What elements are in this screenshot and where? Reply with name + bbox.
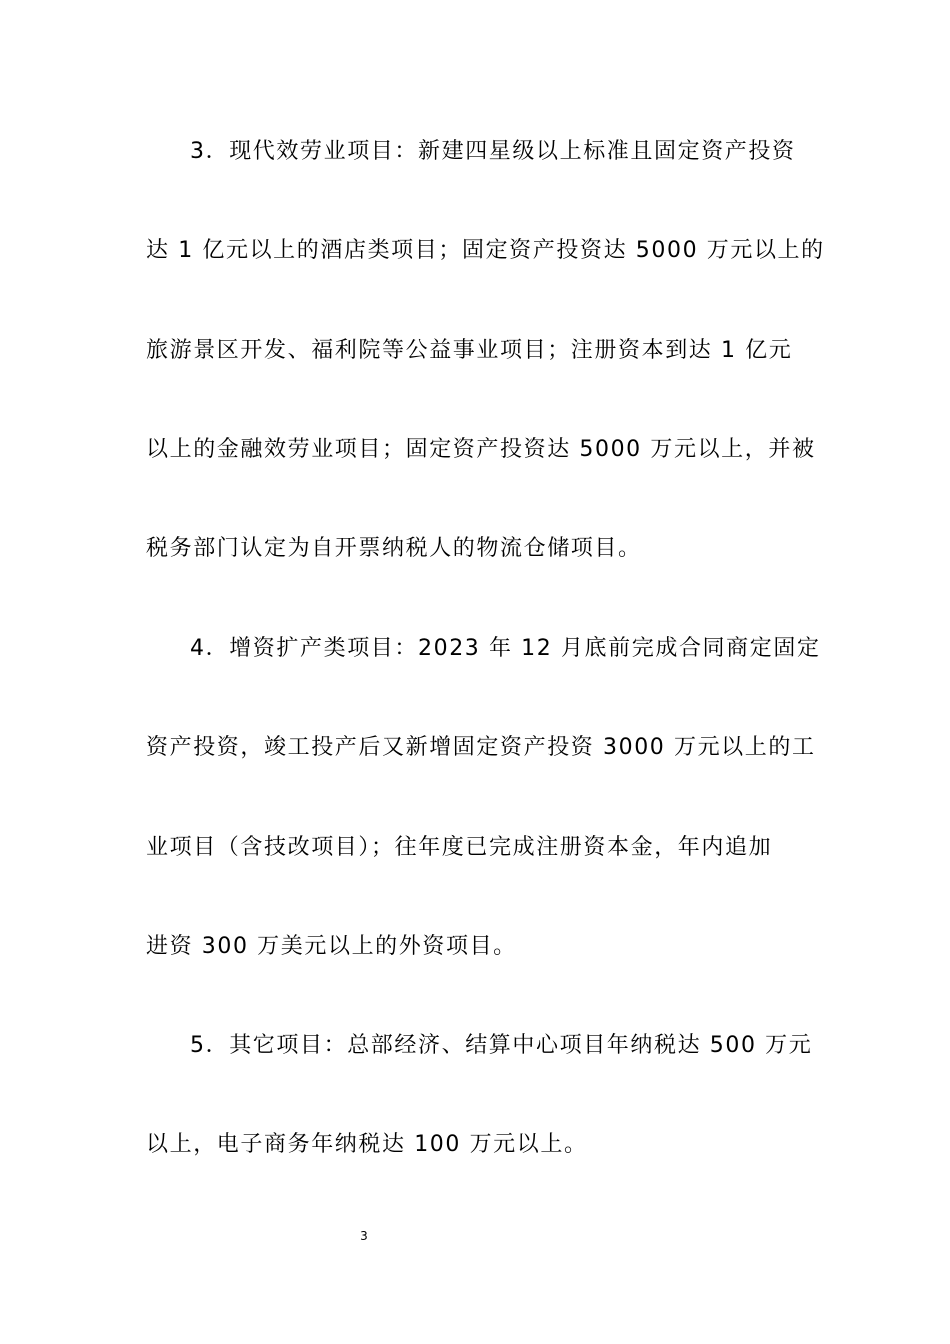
paragraph-4-line-4: 进资 300 万美元以上的外资项目。: [146, 934, 517, 959]
paragraph-4-line-2: 资产投资，竣工投产后又新增固定资产投资 3000 万元以上的工: [146, 735, 816, 760]
paragraph-3-line-5: 税务部门认定为自开票纳税人的物流仓储项目。: [146, 536, 642, 561]
paragraph-4-line-1: 4．增资扩产类项目：2023 年 12 月底前完成合同商定固定: [190, 636, 821, 661]
paragraph-3-line-2: 达 1 亿元以上的酒店类项目；固定资产投资达 5000 万元以上的: [146, 238, 825, 263]
page-number: 3: [360, 1229, 368, 1243]
paragraph-3-line-1: 3．现代效劳业项目：新建四星级以上标准且固定资产投资: [190, 139, 796, 164]
paragraph-5-line-2: 以上，电子商务年纳税达 100 万元以上。: [146, 1132, 588, 1157]
paragraph-5-line-1: 5．其它项目：总部经济、结算中心项目年纳税达 500 万元: [190, 1033, 813, 1058]
paragraph-4-line-3: 业项目（含技改项目）；往年度已完成注册资本金，年内追加: [146, 835, 773, 860]
paragraph-3-line-4: 以上的金融效劳业项目；固定资产投资达 5000 万元以上，并被: [146, 437, 816, 462]
paragraph-3-line-3: 旅游景区开发、福利院等公益事业项目；注册资本到达 1 亿元: [146, 338, 793, 363]
